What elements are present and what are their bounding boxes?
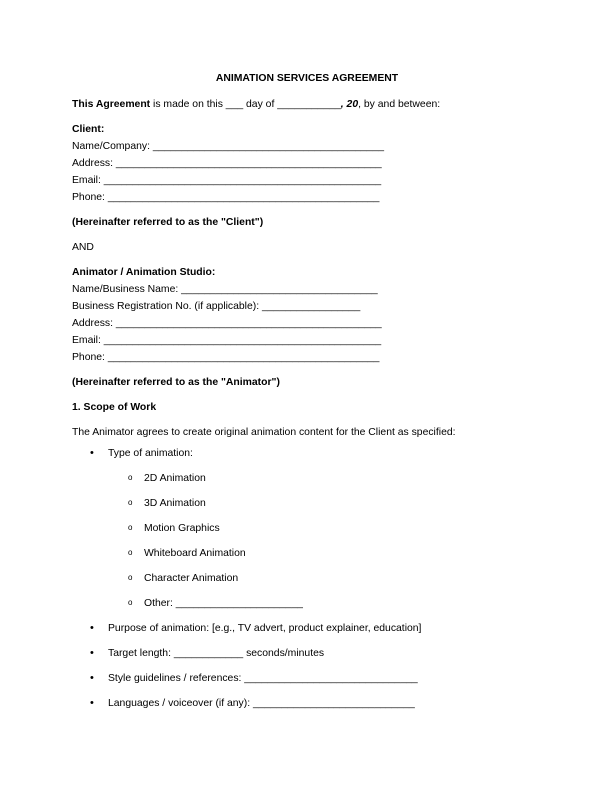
client-heading: Client: — [72, 124, 105, 135]
intro-tail: , by and between: — [358, 99, 441, 110]
client-address-field[interactable]: Address: ______________________________________________ — [72, 158, 382, 169]
animator-hereinafter: (Hereinafter referred to as the "Animator") — [72, 377, 280, 388]
list-item: o Whiteboard Animation — [108, 541, 542, 566]
client-section — [72, 121, 542, 231]
animator-heading: Animator / Animation Studio: — [72, 267, 216, 278]
client-hereinafter: (Hereinafter referred to as the "Client") — [72, 217, 264, 228]
purpose-item: • Purpose of animation: [e.g., TV advert, product explainer, education] — [72, 616, 542, 641]
animator-phone-field[interactable]: Phone: _______________________________________________ — [72, 352, 380, 363]
type-label: Type of animation: — [108, 448, 193, 459]
agreement-page — [72, 72, 542, 716]
document-title: ANIMATION SERVICES AGREEMENT — [215, 73, 399, 84]
client-phone-field[interactable]: Phone: _______________________________________________ — [72, 192, 380, 203]
style-field[interactable]: • Style guidelines / references: ______________________________ — [72, 666, 542, 691]
animator-address-field[interactable]: Address: ______________________________________________ — [72, 318, 382, 329]
scope-heading: 1. Scope of Work — [72, 402, 157, 413]
languages-field[interactable]: • Languages / voiceover (if any): ____________________________ — [72, 691, 542, 716]
agreement-intro — [72, 96, 542, 113]
list-item: o 3D Animation — [108, 491, 542, 516]
client-name-field[interactable]: Name/Company: ________________________________________ — [72, 141, 384, 152]
list-item: o Motion Graphics — [108, 516, 542, 541]
list-item: o 2D Animation — [108, 466, 542, 491]
other-type-field[interactable]: o Other: ______________________ — [108, 591, 542, 616]
scope-intro: The Animator agrees to create original animation content for the Client as specified: — [72, 427, 456, 438]
animator-registration-field[interactable]: Business Registration No. (if applicable): _________________ — [72, 301, 361, 312]
intro-lead: This Agreement — [72, 99, 151, 110]
animation-type-list — [108, 466, 542, 616]
intro-middle: is made on this ___ day of ___________ — [150, 99, 341, 110]
animator-name-field[interactable]: Name/Business Name: __________________________________ — [72, 284, 378, 295]
length-field[interactable]: • Target length: ____________ seconds/minutes — [72, 641, 542, 666]
and-separator: AND — [72, 242, 94, 253]
client-email-field[interactable]: Email: ________________________________________________ — [72, 175, 382, 186]
scope-section — [72, 399, 542, 716]
scope-list — [72, 441, 542, 716]
animator-section — [72, 264, 542, 391]
list-item: o Character Animation — [108, 566, 542, 591]
intro-year: , 20 — [340, 99, 359, 110]
list-item — [72, 441, 542, 616]
animator-email-field[interactable]: Email: ________________________________________________ — [72, 335, 382, 346]
